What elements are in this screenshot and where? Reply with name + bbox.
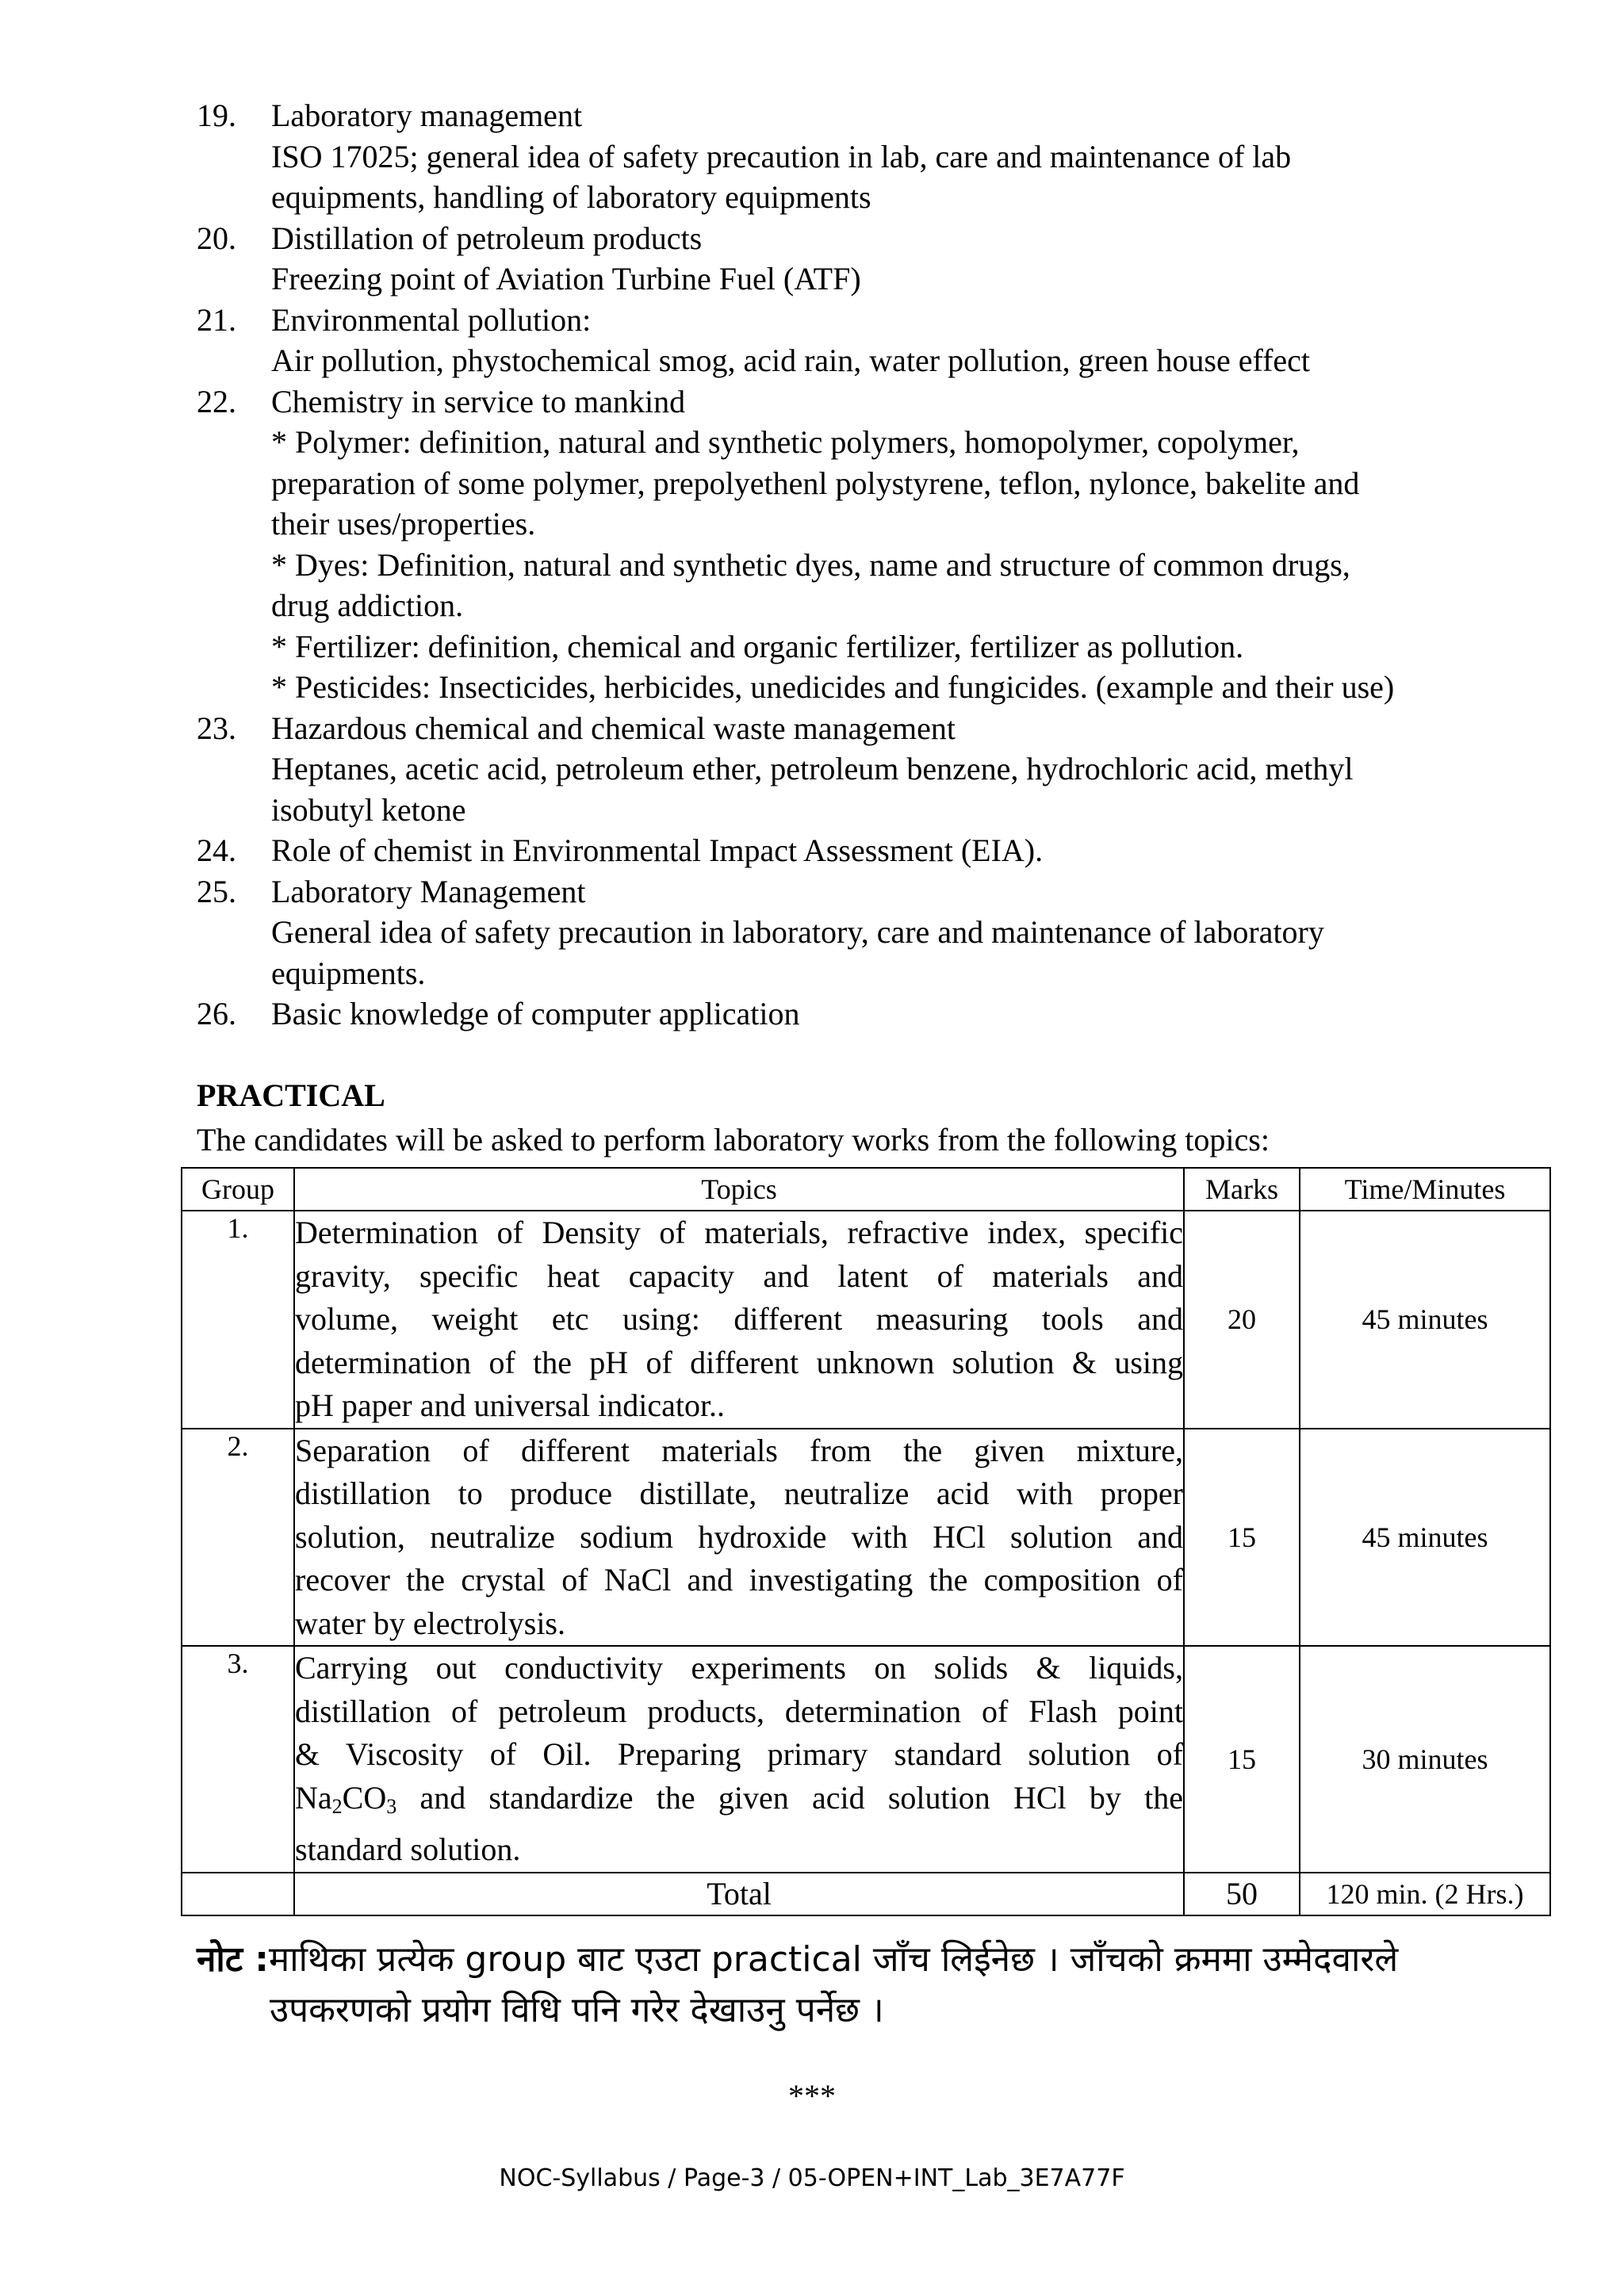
formula-subscript: 2 (331, 1794, 343, 1818)
topic-text-line: determination of the pH of different unknown solution & using (295, 1344, 1183, 1380)
topic-number: 25. (197, 873, 236, 909)
topic-line: their uses/properties. (271, 506, 536, 541)
note-line-1: माथिका प्रत्येक group बाट एउटा practical जाँच लिईनेछ । जाँचको क्रममा उम्मेदवारले (268, 1939, 1399, 1980)
topic-line: * Dyes: Definition, natural and synthetic dyes, name and structure of common drugs, (271, 546, 1350, 583)
marks-cell: 20 (1184, 1211, 1300, 1429)
topic-number: 19. (197, 98, 236, 133)
topic-line: drug addiction. (271, 587, 464, 623)
topics-cell (294, 1429, 1184, 1647)
topic-line: Distillation of petroleum products (271, 220, 703, 256)
note-line-2: उपकरणको प्रयोग विधि पनि गरेर देखाउनु पर्नेछ । (270, 1990, 884, 2030)
topic-text-line: solution, neutralize sodium hydroxide with HCl solution and (295, 1518, 1183, 1555)
total-time: 120 min. (2 Hrs.) (1300, 1873, 1550, 1915)
topic-number: 20. (197, 220, 236, 256)
group-cell: 2. (182, 1429, 294, 1647)
topic-line: Laboratory management (271, 98, 583, 133)
topic-line: Air pollution, phystochemical smog, acid rain, water pollution, green house effect (271, 342, 1311, 378)
syllabus-topic-list (197, 95, 1545, 1035)
topic-item (197, 218, 1545, 300)
topic-number: 24. (197, 832, 236, 868)
end-marker: *** (788, 2078, 836, 2114)
topic-number: 22. (197, 383, 236, 419)
topic-text-line: Determination of Density of materials, refractive index, specific (295, 1215, 1183, 1250)
time-cell: 45 minutes (1300, 1211, 1550, 1429)
topic-item (197, 993, 1545, 1035)
topic-line: Role of chemist in Environmental Impact Assessment (EIA). (271, 832, 1044, 868)
topic-number: 26. (197, 996, 236, 1031)
note-label: नोट : (197, 1939, 269, 1980)
topics-cell (294, 1211, 1184, 1429)
topic-line: * Fertilizer: definition, chemical and organic fertilizer, fertilizer as pollution. (271, 628, 1244, 664)
topic-item (197, 708, 1545, 831)
header-topics: Topics (294, 1168, 1184, 1211)
formula-element: CO (342, 1779, 387, 1816)
topic-text-line: distillation to produce distillate, neutralize acid with proper (295, 1475, 1183, 1511)
time-cell: 45 minutes (1300, 1429, 1550, 1647)
topic-line: * Pesticides: Insecticides, herbicides, unedicides and fungicides. (example and their use) (271, 669, 1395, 705)
table-row (182, 1211, 1550, 1429)
total-marks: 50 (1184, 1873, 1300, 1915)
topic-line: Basic knowledge of computer application (271, 996, 800, 1031)
topic-text-line: pH paper and universal indicator.. (295, 1387, 726, 1423)
group-cell: 3. (182, 1646, 294, 1873)
formula-subscript: 3 (386, 1794, 397, 1818)
topic-line: Chemistry in service to mankind (271, 383, 686, 419)
header-group: Group (182, 1168, 294, 1211)
marks-cell: 15 (1184, 1429, 1300, 1647)
topic-line: Hazardous chemical and chemical waste management (271, 710, 956, 746)
total-empty-cell (182, 1873, 294, 1915)
header-marks: Marks (1184, 1168, 1300, 1211)
practical-intro: The candidates will be asked to perform laboratory works from the following topics: (197, 1122, 1270, 1158)
topic-line: Environmental pollution: (271, 301, 592, 338)
topic-number: 21. (197, 301, 236, 338)
topic-line: equipments. (271, 955, 426, 991)
page-footer: NOC-Syllabus / Page-3 / 05-OPEN+INT_Lab_3E7A77F (499, 2164, 1125, 2192)
topic-text-line: recover the crystal of NaCl and investigating the composition of (295, 1562, 1183, 1598)
topics-cell (294, 1646, 1184, 1873)
header-time: Time/Minutes (1300, 1168, 1550, 1211)
topic-item (197, 871, 1545, 994)
total-label: Total (294, 1873, 1184, 1915)
table-row (182, 1429, 1550, 1647)
topic-item (197, 830, 1545, 871)
chemical-formula-line (295, 1777, 1183, 1829)
marks-cell: 15 (1184, 1646, 1300, 1873)
topic-line: General idea of safety precaution in laboratory, care and maintenance of laboratory (271, 914, 1324, 950)
topic-text-line: Separation of different materials from the given mixture, (295, 1432, 1183, 1468)
topic-line: Laboratory Management (271, 873, 586, 909)
group-cell: 1. (182, 1211, 294, 1429)
topic-line: isobutyl ketone (271, 791, 466, 828)
practical-table (181, 1167, 1551, 1916)
topic-item (197, 381, 1545, 708)
topic-text-line: water by electrolysis. (295, 1605, 565, 1641)
topic-text-line: & Viscosity of Oil. Preparing primary standard solution of (295, 1736, 1183, 1772)
time-cell: 30 minutes (1300, 1646, 1550, 1873)
topic-text-line: standard solution. (295, 1831, 521, 1867)
practical-heading: PRACTICAL (197, 1077, 385, 1113)
topic-text-line: gravity, specific heat capacity and latent of materials and (295, 1257, 1183, 1294)
table-header-row (182, 1168, 1550, 1211)
topic-item (197, 300, 1545, 381)
formula-rest: and standardize the given acid solution HCl by the (396, 1779, 1183, 1816)
formula-element: Na (295, 1779, 332, 1816)
topic-line: Freezing point of Aviation Turbine Fuel (ATF) (271, 261, 861, 297)
note-block (197, 1934, 1551, 2036)
topic-text-line: distillation of petroleum products, determination of Flash point (295, 1693, 1183, 1729)
topic-line: preparation of some polymer, prepolyethenl polystyrene, teflon, nylonce, bakelite and (271, 465, 1360, 501)
table-row (182, 1646, 1550, 1873)
topic-item (197, 95, 1545, 218)
topic-line: equipments, handling of laboratory equipments (271, 179, 871, 215)
topic-line: Heptanes, acetic acid, petroleum ether, petroleum benzene, hydrochloric acid, methyl (271, 751, 1354, 786)
total-row (182, 1873, 1550, 1915)
topic-text-line: Carrying out conductivity experiments on solids & liquids, (295, 1650, 1183, 1686)
topic-line: ISO 17025; general idea of safety precaution in lab, care and maintenance of lab (271, 138, 1292, 174)
topic-text-line: volume, weight etc using: different measuring tools and (295, 1301, 1183, 1337)
topic-number: 23. (197, 710, 236, 746)
topic-line: * Polymer: definition, natural and synthetic polymers, homopolymer, copolymer, (271, 424, 1300, 460)
